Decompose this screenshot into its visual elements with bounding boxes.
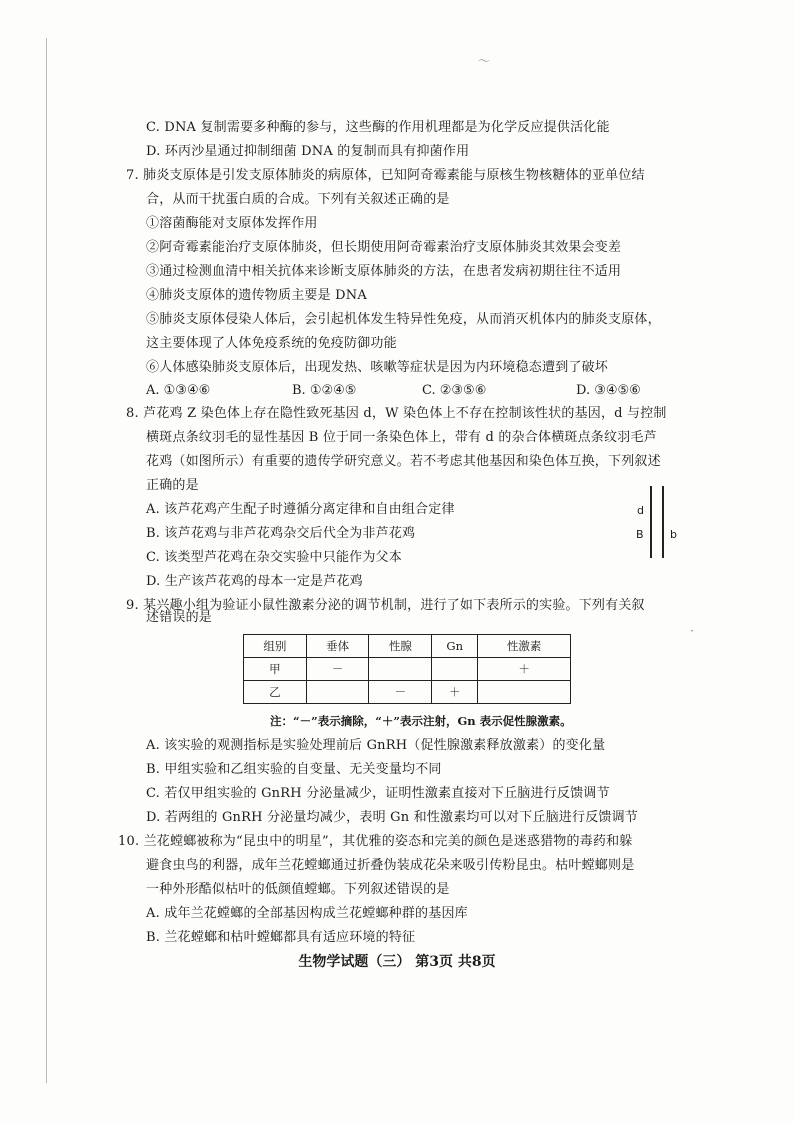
table-row (244, 681, 571, 704)
q8-stem-line-3: 花鸡（如图所示）有重要的遗传学研究意义。若不考虑其他基因和染色体互换，下列叙述 (146, 454, 661, 469)
binding-margin-line (46, 38, 47, 1083)
q7-option-a: A. ①③④⑥ (146, 383, 211, 398)
table-header-cell: 性腺 (369, 635, 432, 658)
q7-option-b: B. ①②④⑤ (292, 383, 357, 398)
table-header-row (244, 635, 571, 658)
q10-stem-line-2: 避食虫鸟的利器，成年兰花螳螂通过折叠伪装成花朵来吸引传粉昆虫。枯叶螳螂则是 (146, 858, 635, 873)
q7-option-d: D. ③④⑤⑥ (576, 383, 641, 398)
table-cell: 甲 (244, 658, 307, 681)
allele-label-b: b (670, 528, 677, 541)
page-footer: 生物学试题（三） 第3页 共8页 (298, 954, 496, 970)
scan-mark: ～ (478, 54, 491, 68)
q7-item-5-line-2: 这主要体现了人体免疫系统的免疫防御功能 (146, 336, 397, 351)
q9-option-d: D. 若两组的 GnRH 分泌量均减少，表明 Gn 和性激素均可以对下丘脑进行反馈调节 (146, 810, 638, 825)
q7-item-4: ④肺炎支原体的遗传物质主要是 DNA (146, 288, 367, 303)
table-cell (432, 658, 478, 681)
table-header-cell: 组别 (244, 635, 307, 658)
table-cell (306, 681, 369, 704)
q6-option-d: D. 环丙沙星通过抑制细菌 DNA 的复制而具有抑菌作用 (146, 144, 470, 159)
q8-option-b: B. 该芦花鸡与非芦花鸡杂交后代全为非芦花鸡 (146, 526, 416, 541)
chromosome-diagram (626, 486, 686, 558)
q7-item-3: ③通过检测血清中相关抗体来诊断支原体肺炎的方法，在患者发病初期往往不适用 (146, 264, 622, 279)
q8-option-a: A. 该芦花鸡产生配子时遵循分离定律和自由组合定律 (146, 502, 455, 517)
q10-stem-line-3: 一种外形酷似枯叶的低颜值螳螂。下列叙述错误的是 (146, 882, 450, 897)
q7-item-2: ②阿奇霉素能治疗支原体肺炎，但长期使用阿奇霉素治疗支原体肺炎其效果会变差 (146, 240, 622, 255)
q9-option-a: A. 该实验的观测指标是实验处理前后 GnRH（促性腺激素释放激素）的变化量 (146, 738, 606, 753)
table-cell: － (369, 681, 432, 704)
q8-stem-line-1: 8. 芦花鸡 Z 染色体上存在隐性致死基因 d，W 染色体上不存在控制该性状的基因，d 与控制 (126, 406, 667, 421)
q8-stem-line-2: 横斑点条纹羽毛的显性基因 B 位于同一条染色体上，带有 d 的杂合体横斑点条纹羽毛芦 (146, 430, 657, 445)
q6-option-c: C. DNA 复制需要多种酶的参与，这些酶的作用机理都是为化学反应提供活化能 (146, 120, 610, 135)
z-chromosome-bar (650, 486, 652, 558)
q8-option-c: C. 该类型芦花鸡在杂交实验中只能作为父本 (146, 550, 402, 565)
q10-option-b: B. 兰花螳螂和枯叶螳螂都具有适应环境的特征 (146, 930, 416, 945)
q7-item-6: ⑥人体感染肺炎支原体后，出现发热、咳嗽等症状是因为内环境稳态遭到了破坏 (146, 360, 609, 375)
q8-option-d: D. 生产该芦花鸡的母本一定是芦花鸡 (146, 574, 363, 589)
q7-stem-line-2: 合，从而干扰蛋白质的合成。下列有关叙述正确的是 (146, 192, 450, 207)
table-row (244, 658, 571, 681)
allele-label-d: d (637, 504, 644, 517)
table-cell: ＋ (478, 658, 571, 681)
q9-stem-line-2: 述错误的是 (146, 610, 213, 625)
table-note: 注：“－”表示摘除，“＋”表示注射，Gn 表示促性腺激素。 (270, 714, 572, 728)
q7-options (146, 380, 666, 402)
table-cell: － (306, 658, 369, 681)
scan-dot: · (690, 624, 694, 638)
q9-option-b: B. 甲组实验和乙组实验的自变量、无关变量均不同 (146, 762, 442, 777)
q9-stem-line-1: 9. 某兴趣小组为验证小鼠性激素分泌的调节机制，进行了如下表所示的实验。下列有关叙 (126, 598, 645, 613)
table-cell (478, 681, 571, 704)
table-cell: 乙 (244, 681, 307, 704)
q7-stem-line-1: 7. 肺炎支原体是引发支原体肺炎的病原体，已知阿奇霉素能与原核生物核糖体的亚单位结 (126, 168, 645, 183)
table-cell (369, 658, 432, 681)
q9-option-c: C. 若仅甲组实验的 GnRH 分泌量减少，证明性激素直接对下丘脑进行反馈调节 (146, 786, 610, 801)
homolog-chromosome-bar (662, 486, 664, 558)
experiment-table (243, 634, 571, 704)
q8-stem-line-4: 正确的是 (146, 478, 199, 493)
table-header-cell: 性激素 (478, 635, 571, 658)
allele-label-B: B (636, 528, 644, 541)
table-header-cell: Gn (432, 635, 478, 658)
q7-item-5-line-1: ⑤肺炎支原体侵染人体后，会引起机体发生特异性免疫，从而消灭机体内的肺炎支原体， (146, 312, 661, 327)
table-cell: ＋ (432, 681, 478, 704)
q7-option-c: C. ②③⑤⑥ (422, 383, 487, 398)
q10-option-a: A. 成年兰花螳螂的全部基因构成兰花螳螂种群的基因库 (146, 906, 468, 921)
table-header-cell: 垂体 (306, 635, 369, 658)
q7-item-1: ①溶菌酶能对支原体发挥作用 (146, 216, 318, 231)
q10-stem-line-1: 10. 兰花螳螂被称为“昆虫中的明星”，其优雅的姿态和完美的颜色是迷惑猎物的毒药和躲 (118, 834, 633, 849)
